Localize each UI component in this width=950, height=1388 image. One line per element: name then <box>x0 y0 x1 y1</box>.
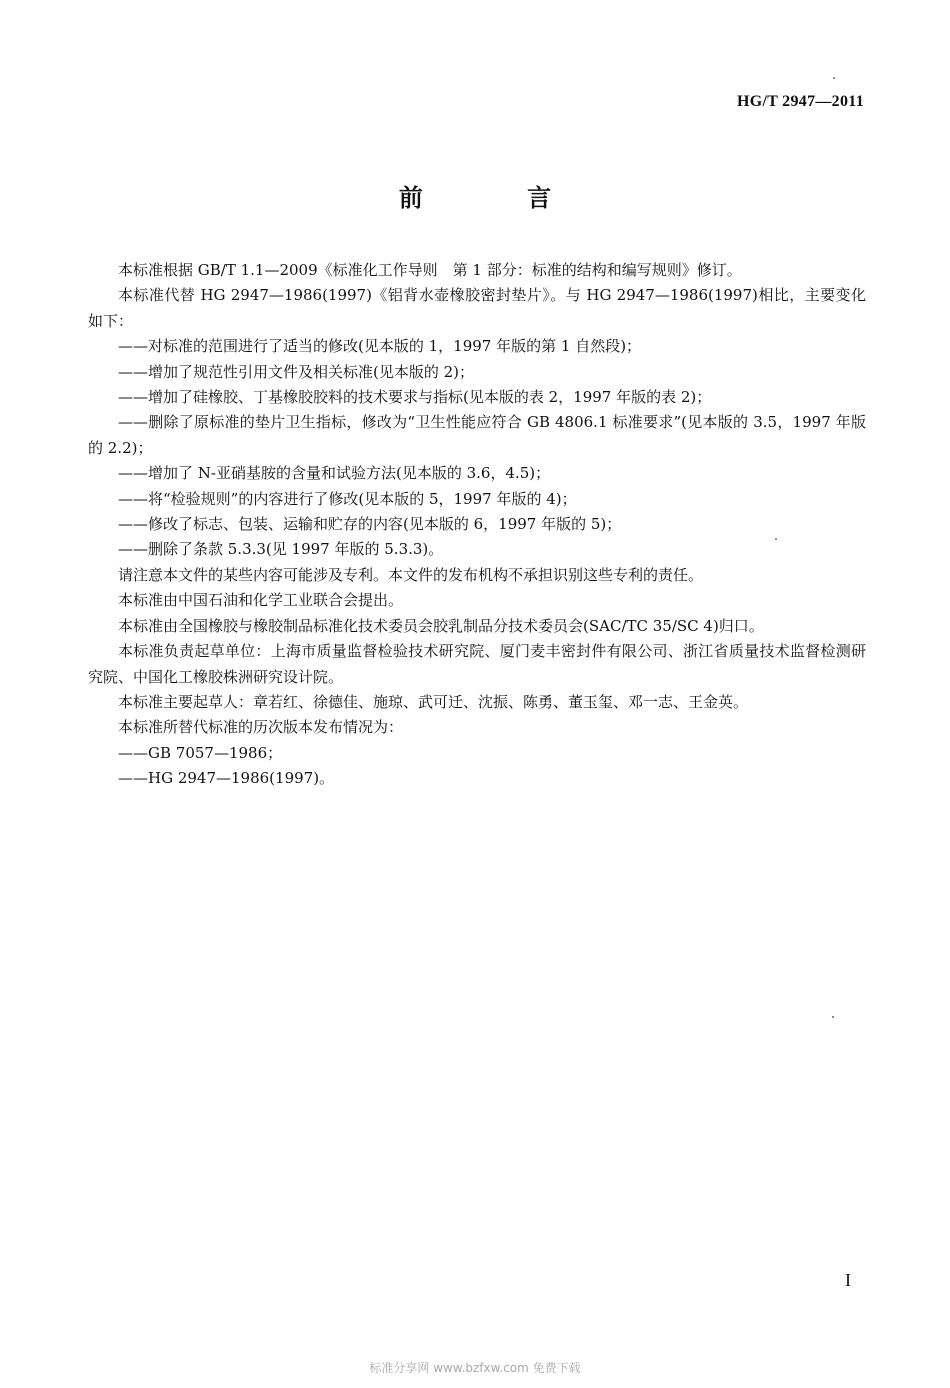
paragraph: 本标准根据 GB/T 1.1—2009《标准化工作导则 第 1 部分：标准的结构和编写规则》修订。 <box>118 261 742 279</box>
scan-speck <box>775 538 777 540</box>
paragraph: 本标准主要起草人：章若红、徐德佳、施琼、武可迁、沈振、陈勇、董玉玺、邓一志、王金英。 <box>118 692 749 711</box>
list-item: ——修改了标志、包装、运输和贮存的内容(见本版的 6，1997 年版的 5)； <box>118 515 622 534</box>
paragraph: 本标准代替 HG 2947—1986(1997)《铝背水壶橡胶密封垫片》。与 HG 2947—1986(1997)相比，主要变化如下： <box>88 286 866 330</box>
list-item: ——删除了原标准的垫片卫生指标，修改为“卫生性能应符合 GB 4806.1 标准要求”(见本版的 3.5，1997 年版的 2.2)； <box>88 413 866 457</box>
page-title: 前 言 <box>398 184 600 212</box>
list-item: ——对标准的范围进行了适当的修改(见本版的 1，1997 年版的第 1 自然段)； <box>118 337 642 356</box>
standard-code: HG/T 2947—2011 <box>736 93 864 110</box>
list-item: ——增加了硅橡胶、丁基橡胶胶料的技术要求与指标(见本版的表 2，1997 年版的表 2)； <box>118 388 712 407</box>
list-item: ——增加了 N-亚硝基胺的含量和试验方法(见本版的 3.6，4.5)； <box>118 464 551 483</box>
paragraph: 本标准所替代标准的历次版本发布情况为： <box>118 718 404 737</box>
footer-watermark: 标准分享网 www.bzfxw.com 免费下载 <box>369 1361 581 1375</box>
list-item: ——GB 7057—1986； <box>118 743 283 762</box>
paragraph: 本标准负责起草单位：上海市质量监督检验技术研究院、厦门麦丰密封件有限公司、浙江省质量技术监督检测研究院、中国化工橡胶株洲研究设计院。 <box>88 642 866 686</box>
page-number: I <box>845 1270 851 1290</box>
list-item: ——增加了规范性引用文件及相关标准(见本版的 2)； <box>118 362 475 381</box>
foreword-body <box>88 258 866 792</box>
list-item: ——将“检验规则”的内容进行了修改(见本版的 5，1997 年版的 4)； <box>118 489 577 508</box>
list-item: ——删除了条款 5.3.3(见 1997 年版的 5.3.3)。 <box>118 540 444 559</box>
scan-speck <box>832 1016 834 1018</box>
list-item: ——HG 2947—1986(1997)。 <box>118 769 335 788</box>
paragraph: 本标准由中国石油和化学工业联合会提出。 <box>118 591 404 610</box>
paragraph: 请注意本文件的某些内容可能涉及专利。本文件的发布机构不承担识别这些专利的责任。 <box>118 565 704 584</box>
paragraph: 本标准由全国橡胶与橡胶制品标准化技术委员会胶乳制品分技术委员会(SAC/TC 35/SC 4)归口。 <box>118 616 764 635</box>
scan-speck <box>833 77 835 79</box>
